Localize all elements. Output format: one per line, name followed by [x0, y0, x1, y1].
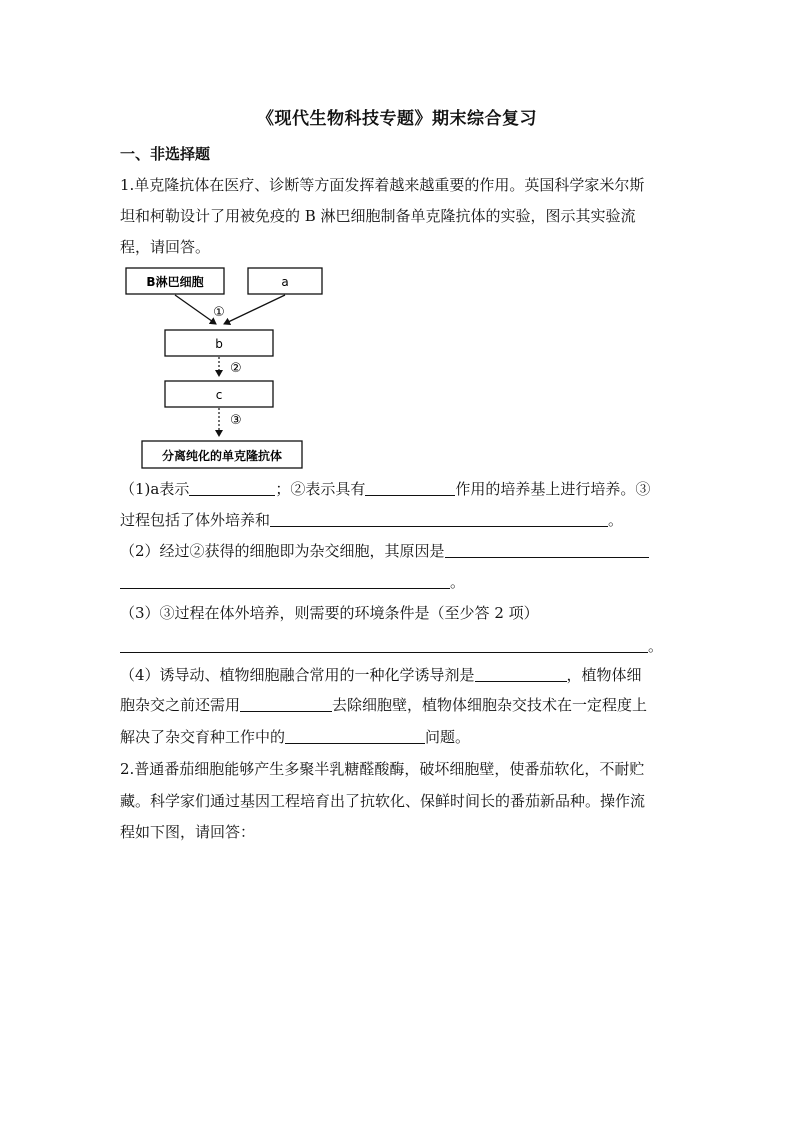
flow-diagram	[120, 264, 326, 472]
q1-part4-text-d: 去除细胞壁，植物体细胞杂交技术在一定程度上	[332, 696, 648, 714]
q1-part2-line-1	[120, 541, 676, 561]
q1-part4-line-3	[120, 727, 676, 747]
q1-part1-blank-2[interactable]	[365, 480, 455, 496]
q1-part4-text-b: ，植物体细	[566, 666, 642, 684]
q1-part1-text-b: ；②表示具有	[275, 480, 366, 498]
box-result-label: 分离纯化的单克隆抗体	[161, 449, 283, 463]
box-b-label: b	[215, 337, 223, 351]
arrow-a	[224, 295, 285, 324]
q2-line-1: 2.普通番茄细胞能够产生多聚半乳糖醛酸酶，破坏细胞壁，使番茄软化，不耐贮	[120, 760, 645, 778]
step-1-label: ①	[213, 305, 225, 320]
q1-part2-blank-2[interactable]	[120, 573, 450, 589]
section-heading: 一、非选择题	[120, 145, 211, 163]
q1-part4-text-a: （4）诱导动、植物细胞融合常用的一种化学诱导剂是	[120, 666, 475, 684]
q2-line-3: 程如下图，请回答：	[120, 823, 256, 841]
q1-part4-line-2	[120, 695, 676, 715]
q1-part2-text-b: 。	[450, 573, 466, 591]
arrow-b-cell	[175, 295, 216, 324]
q1-part1-text-e: 。	[608, 511, 624, 529]
q1-part3-text-b: 。	[648, 637, 664, 655]
q1-part4-text-e: 解决了杂交育种工作中的	[120, 728, 286, 746]
q1-part1-line-2	[120, 510, 676, 530]
step-3-label: ③	[230, 413, 242, 428]
q1-part1-blank-3[interactable]	[270, 511, 608, 527]
q1-part3-line-1: （3）③过程在体外培养，则需要的环境条件是（至少答 2 项）	[120, 604, 539, 622]
q1-part3-blank[interactable]	[120, 637, 648, 653]
q1-part1-text-d: 过程包括了体外培养和	[120, 511, 271, 529]
q1-intro-line-1: 1.单克隆抗体在医疗、诊断等方面发挥着越来越重要的作用。英国科学家米尔斯	[120, 176, 645, 194]
step-2-label: ②	[230, 361, 242, 376]
q1-part2-line-2	[120, 572, 676, 592]
q1-part1-line-1	[120, 479, 676, 499]
q1-part1-text-a: （1)a表示	[120, 480, 190, 498]
q1-intro-line-3: 程，请回答。	[120, 238, 211, 256]
box-c-label: c	[215, 388, 223, 402]
q1-part4-line-1	[120, 665, 676, 685]
q1-part4-blank-2[interactable]	[240, 696, 332, 712]
q1-part2-blank-1[interactable]	[445, 542, 649, 558]
q1-part3-line-2	[120, 636, 676, 656]
q1-part4-text-f: 问题。	[425, 728, 471, 746]
box-b-cell-label: B淋巴细胞	[146, 275, 204, 289]
q1-part1-blank-1[interactable]	[189, 480, 275, 496]
q1-part4-blank-1[interactable]	[475, 666, 567, 682]
box-a-label: a	[281, 275, 289, 289]
q2-line-2: 藏。科学家们通过基因工程培育出了抗软化、保鲜时间长的番茄新品种。操作流	[120, 792, 646, 810]
q1-part4-text-c: 胞杂交之前还需用	[120, 696, 241, 714]
page-title: 《现代生物科技专题》期末综合复习	[257, 109, 537, 129]
q1-part4-blank-3[interactable]	[285, 728, 425, 744]
flow-diagram-svg	[120, 264, 326, 472]
q1-part2-text-a: （2）经过②获得的细胞即为杂交细胞，其原因是	[120, 542, 445, 560]
q1-intro-line-2: 坦和柯勒设计了用被免疫的 B 淋巴细胞制备单克隆抗体的实验，图示其实验流	[120, 207, 636, 225]
q1-part1-text-c: 作用的培养基上进行培养。③	[455, 480, 651, 498]
